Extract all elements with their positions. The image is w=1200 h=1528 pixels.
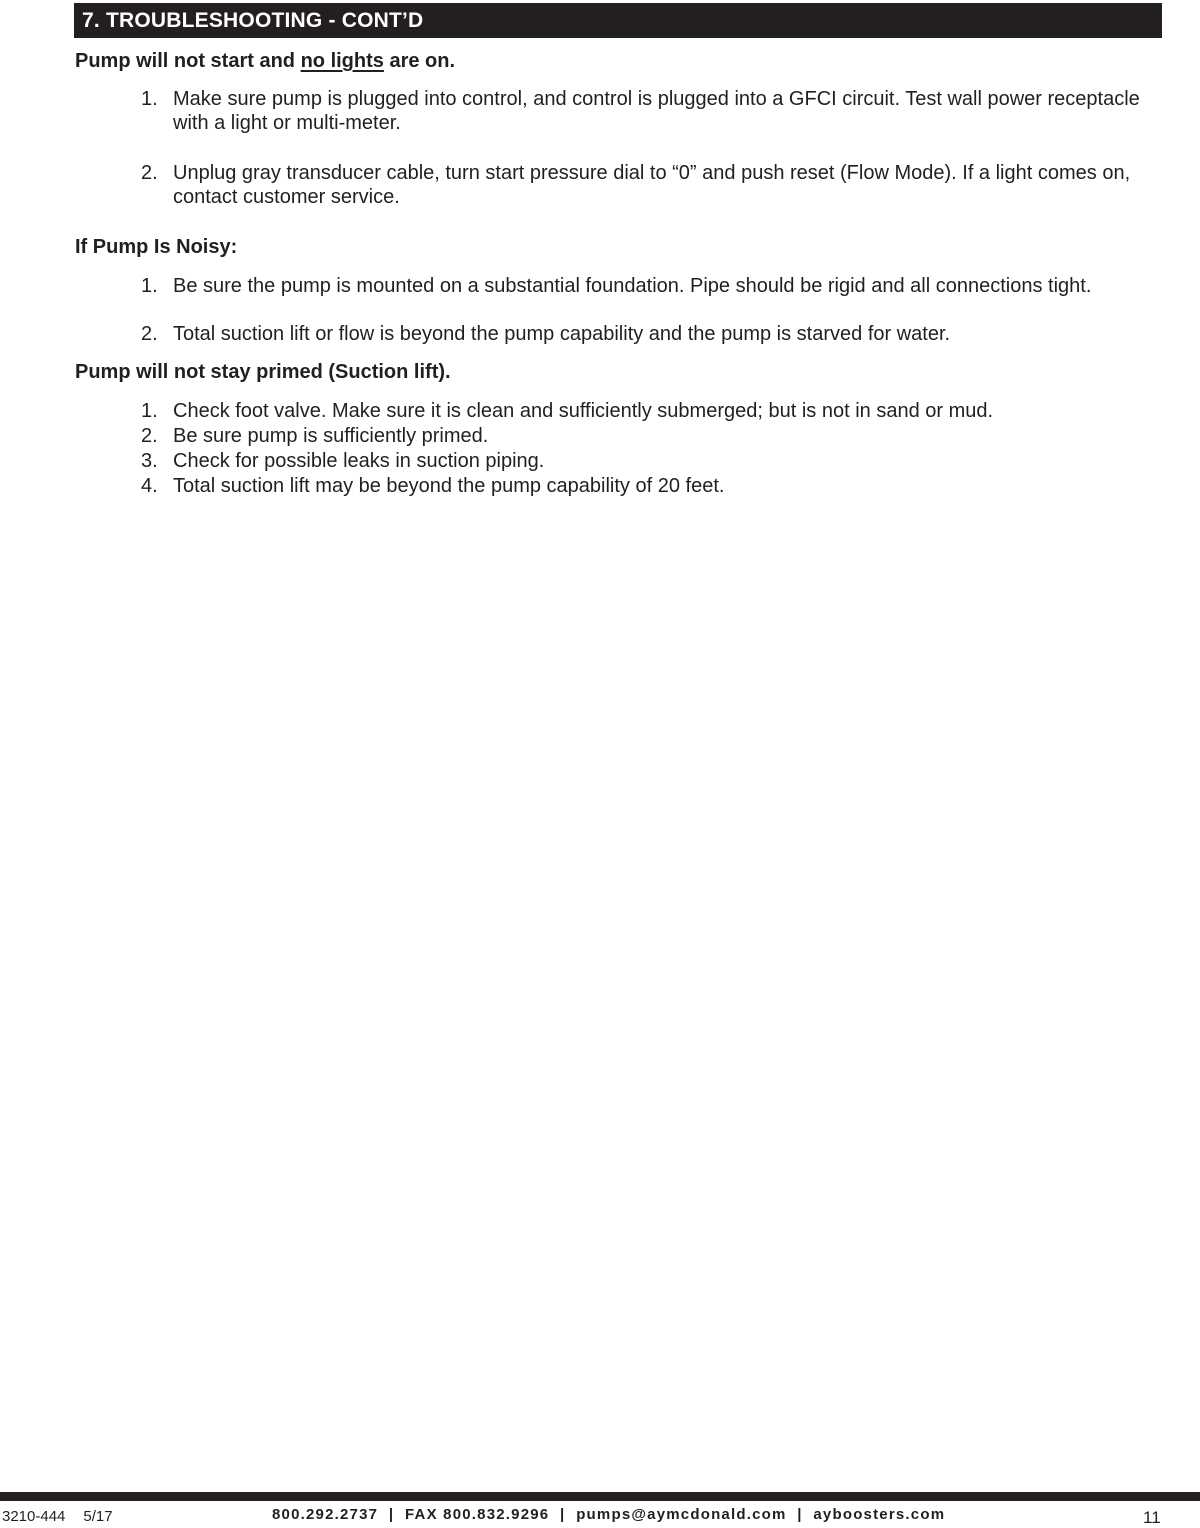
doc-number: 3210-444	[2, 1508, 66, 1525]
section-heading-no-lights	[75, 49, 455, 73]
list-item-number: 3.	[141, 450, 158, 472]
list-item	[141, 449, 1141, 473]
list-item	[141, 474, 1141, 498]
section-heading-noisy: If Pump Is Noisy:	[75, 236, 238, 258]
heading-pre: Pump will not start and	[75, 50, 301, 72]
list-item-number: 2.	[141, 162, 158, 184]
list-item-number: 1.	[141, 400, 158, 422]
list-item-text: Total suction lift may be beyond the pump capability of 20 feet.	[173, 475, 725, 497]
list-item-text: Check for possible leaks in suction piping.	[173, 450, 545, 472]
heading-underlined: no lights	[300, 50, 384, 72]
list-item	[141, 87, 1141, 135]
footer-doc-info	[2, 1508, 113, 1526]
heading-post: are on.	[383, 50, 456, 72]
list-item-number: 4.	[141, 475, 158, 497]
list-item	[141, 274, 1141, 298]
list-item-text: Check foot valve. Make sure it is clean and sufficiently submerged; but is not in sand or mud.	[173, 400, 994, 422]
list-item-number: 2.	[141, 323, 158, 345]
footer-contact: 800.292.2737 | FAX 800.832.9296 | pumps@aymcdonald.com | ayboosters.com	[272, 1506, 946, 1523]
list-item-number: 2.	[141, 425, 158, 447]
list-item	[141, 424, 1141, 448]
list-item	[141, 399, 1141, 423]
list-item-text: Unplug gray transducer cable, turn start pressure dial to “0” and push reset (Flow Mode). If a light comes on, contact customer service.	[173, 162, 1131, 208]
list-item-text: Total suction lift or flow is beyond the pump capability and the pump is starved for water.	[173, 323, 951, 345]
footer-rule	[0, 1492, 1200, 1501]
list-item	[141, 322, 1141, 346]
list-item-text: Be sure pump is sufficiently primed.	[173, 425, 489, 447]
page-number: 11	[1143, 1508, 1161, 1527]
doc-date: 5/17	[83, 1508, 113, 1525]
list-item-text: Be sure the pump is mounted on a substantial foundation. Pipe should be rigid and all connections tight.	[173, 275, 1092, 297]
section-heading-primed: Pump will not stay primed (Suction lift).	[75, 361, 451, 383]
list-item	[141, 161, 1141, 209]
list-item-text: Make sure pump is plugged into control, and control is plugged into a GFCI circuit. Test wall power receptacle with a light or multi-meter.	[173, 88, 1140, 134]
list-item-number: 1.	[141, 88, 158, 110]
section-title: 7. TROUBLESHOOTING - CONT’D	[74, 3, 1162, 38]
list-item-number: 1.	[141, 275, 158, 297]
